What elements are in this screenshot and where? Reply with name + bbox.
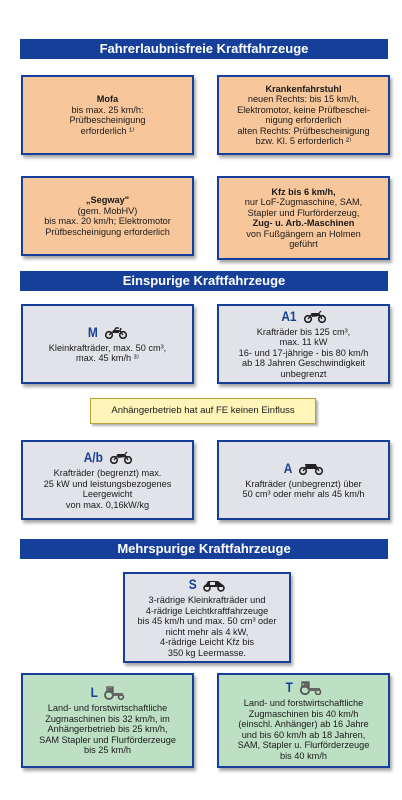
tractor-icon <box>298 681 322 695</box>
class-t-line: Land- und forstwirtschaftliche <box>243 698 364 708</box>
class-s-box <box>123 572 291 663</box>
class-a1-line: Krafträder bis 125 cm³, <box>256 326 351 337</box>
class-l-line: SAM Stapler und Flurförderzeuge <box>39 734 176 745</box>
krankenfahrstuhl-line: Elektromotor, keine Prüfbeschei- <box>237 104 370 115</box>
class-s-line: 4-rädrige Leicht Kfz bis <box>160 637 254 647</box>
segway-line: bis max. 20 km/h; Elektromotor <box>44 216 171 226</box>
class-s-line: 4-rädrige Leichtkraftfahrzeuge <box>145 605 269 616</box>
class-s-label: S <box>188 576 197 592</box>
krankenfahrstuhl-box <box>217 75 390 155</box>
class-l-line: Zugmaschinen bis 32 km/h, im <box>45 713 170 724</box>
class-a1-line: max. 11 kW <box>279 337 328 348</box>
krankenfahrstuhl-line: alten Rechts: Prüfbescheinigung <box>237 125 370 136</box>
notice-box: Anhängerbetrieb hat auf FE keinen Einfluss <box>90 398 316 424</box>
class-a1-line: 16- und 17-jährige - bis 80 km/h <box>238 347 369 358</box>
class-t-line: (einschl. Anhänger) ab 16 Jahre <box>238 719 369 729</box>
kfz6-title: Kfz bis 6 km/h, <box>271 186 336 197</box>
krankenfahrstuhl-line: nigung erforderlich <box>265 115 342 125</box>
class-ab-box <box>21 440 194 520</box>
class-a1-line: unbegrenzt <box>280 368 327 379</box>
class-s-line: 350 kg Leermasse. <box>167 647 247 658</box>
trike-icon <box>202 578 226 592</box>
class-m-label: M <box>88 323 98 340</box>
mofa-line: Prüfbescheinigung <box>69 115 146 125</box>
section-header-fe-free: Fahrerlaubnisfreie Kraftfahrzeuge <box>20 39 388 59</box>
class-l-line: bis 25 km/h <box>84 745 131 756</box>
mofa-box <box>21 75 194 155</box>
class-ab-line: 25 kW und leistungsbezogenes <box>43 478 172 489</box>
class-t-line: SAM, Stapler u. Flurförderzeuge <box>237 740 370 750</box>
class-m-line: max. 45 km/h ³⁾ <box>75 353 139 363</box>
kfz6-line: geführt <box>289 239 318 249</box>
class-a-label: A <box>283 459 293 476</box>
class-ab-line: Krafträder (begrenzt) max. <box>53 468 162 478</box>
krankenfahrstuhl-line: neuen Rechts: bis 15 km/h, <box>247 94 360 104</box>
krankenfahrstuhl-line: bzw. Kl. 5 erforderlich ²⁾ <box>255 136 352 146</box>
class-a-line: 50 cm³ oder mehr als 45 km/h <box>242 489 365 499</box>
mofa-line: bis max. 25 km/h: <box>71 104 144 115</box>
class-a1-line: ab 18 Jahren Geschwindigkeit <box>241 358 366 369</box>
class-a1-box <box>217 304 390 384</box>
class-t-line: bis 40 km/h <box>280 750 327 761</box>
mofa-title: Mofa <box>96 94 119 104</box>
kfz6-line: nur LoF-Zugmaschine, SAM, <box>244 197 363 207</box>
motorcycle-icon <box>109 451 133 464</box>
tractor-icon <box>103 686 125 700</box>
class-s-line: 3-rädrige Kleinkrafträder und <box>148 595 266 605</box>
segway-line: Prüfbescheinigung erforderlich <box>45 226 170 237</box>
mofa-line: erforderlich ¹⁾ <box>80 125 135 136</box>
class-t-box <box>217 673 390 768</box>
class-t-label: T <box>285 679 293 695</box>
class-ab-line: von max. 0,16kW/kg <box>65 499 150 510</box>
kfz6-line: Stapler und Flurförderzeug, <box>247 207 360 218</box>
class-ab-line: Leergewicht <box>82 489 133 499</box>
kfz6-box <box>217 176 390 260</box>
motorcycle-icon <box>298 462 324 475</box>
class-l-line: Land- und forstwirtschaftliche <box>47 703 168 714</box>
class-m-line: Kleinkrafträder, max. 50 cm³, <box>48 342 167 353</box>
kfz6-line-bold: Zug- u. Arb.-Maschinen <box>252 218 355 228</box>
segway-line: (gem. MobHV) <box>77 205 138 216</box>
motorcycle-icon <box>303 310 327 323</box>
class-a-line: Krafträder (unbegrenzt) über <box>245 478 362 489</box>
section-header-multi-track: Mehrspurige Kraftfahrzeuge <box>20 539 388 559</box>
section-header-single-track: Einspurige Kraftfahrzeuge <box>20 271 388 291</box>
class-a1-label: A1 <box>281 307 297 324</box>
segway-title: „Segway" <box>85 195 130 205</box>
class-ab-label: A/b <box>83 449 103 465</box>
class-a-box <box>217 440 390 520</box>
class-l-line: Anhängerbetrieb bis 25 km/h, <box>47 724 168 735</box>
moped-icon <box>104 326 128 339</box>
kfz6-line: von Fußgängern an Holmen <box>246 228 361 239</box>
class-t-line: und bis 60 km/h ab 18 Jahren, <box>241 729 366 740</box>
class-l-label: L <box>90 684 98 701</box>
krankenfahrstuhl-title: Krankenfahrstuhl <box>265 83 342 94</box>
class-s-line: bis 45 km/h und max. 50 cm³ oder <box>137 616 277 626</box>
segway-box <box>21 176 194 256</box>
class-s-line: nicht mehr als 4 kW, <box>165 626 249 637</box>
class-l-box <box>21 673 194 768</box>
class-t-line: Zugmaschinen bis 40 km/h <box>248 708 359 719</box>
class-m-box <box>21 304 194 384</box>
